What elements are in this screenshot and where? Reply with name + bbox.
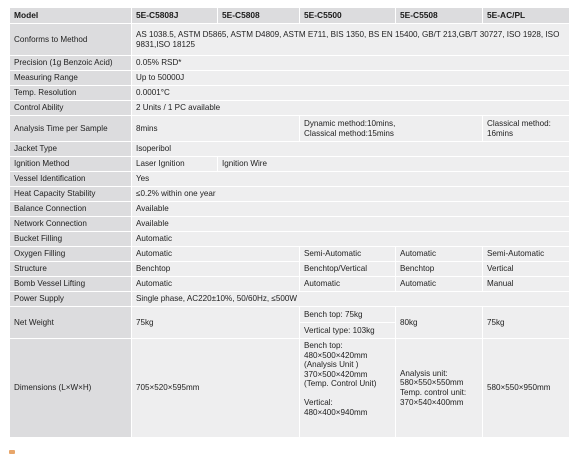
row-bucket xyxy=(10,232,570,247)
row-control xyxy=(10,101,570,116)
row-label: Heat Capacity Stability xyxy=(10,187,132,202)
dim-line: 580×550×550mm xyxy=(400,378,464,388)
row-value: Available xyxy=(132,217,570,232)
cell-c5500: Benchtop/Vertical xyxy=(300,262,396,277)
row-label: Ignition Method xyxy=(10,157,132,172)
row-label: Conforms to Method xyxy=(10,24,132,56)
header-model: Model xyxy=(10,8,132,24)
cell-ac-pl: Manual xyxy=(483,277,570,292)
row-label: Net Weight xyxy=(10,307,132,339)
cell-c5508: Automatic xyxy=(396,247,483,262)
row-value: ≤0.2% within one year xyxy=(132,187,570,202)
row-structure xyxy=(10,262,570,277)
footer-decoration xyxy=(9,441,569,451)
header-5e-ac-pl: 5E-AC/PL xyxy=(483,8,570,24)
row-label: Dimensions (L×W×H) xyxy=(10,339,132,438)
header-row xyxy=(10,8,570,24)
cell-c5508: Benchtop xyxy=(396,262,483,277)
cell-c5808: Automatic xyxy=(132,247,300,262)
dim-gap xyxy=(304,389,391,398)
cell-c5500-c5508 xyxy=(300,116,483,142)
row-value: Yes xyxy=(132,172,570,187)
dim-line: Analysis unit: xyxy=(400,368,448,378)
dim-line: Vertical: xyxy=(304,397,333,407)
row-label: Precision (1g Benzoic Acid) xyxy=(10,56,132,71)
row-label: Bucket Filling xyxy=(10,232,132,247)
cell-ac-pl: 580×550×950mm xyxy=(483,339,570,438)
spec-table xyxy=(9,7,570,438)
row-label: Temp. Resolution xyxy=(10,86,132,101)
row-temp-resolution xyxy=(10,86,570,101)
row-label: Measuring Range xyxy=(10,71,132,86)
cell-c5508 xyxy=(396,339,483,438)
cell-c5808: 75kg xyxy=(132,307,300,339)
weight-split xyxy=(300,307,395,338)
header-5e-c5808j: 5E-C5808J xyxy=(132,8,218,24)
cell-c5808: Benchtop xyxy=(132,262,300,277)
row-value: Single phase, AC220±10%, 50/60Hz, ≤500W xyxy=(132,292,570,307)
cell-c5808: 705×520×595mm xyxy=(132,339,300,438)
cell-c5500: Automatic xyxy=(300,277,396,292)
row-network xyxy=(10,217,570,232)
row-ignition xyxy=(10,157,570,172)
cell-line: Dynamic method:10mins, xyxy=(304,118,396,128)
row-analysis-time xyxy=(10,116,570,142)
row-label: Jacket Type xyxy=(10,142,132,157)
row-precision xyxy=(10,56,570,71)
header-5e-c5808: 5E-C5808 xyxy=(218,8,300,24)
row-label: Balance Connection xyxy=(10,202,132,217)
row-value: 2 Units / 1 PC available xyxy=(132,101,570,116)
dim-line: 370×540×400mm xyxy=(400,397,464,407)
row-label: Vessel Identification xyxy=(10,172,132,187)
cell-line: Classical method:15mins xyxy=(304,128,394,138)
row-conforms xyxy=(10,24,570,56)
row-value: Automatic xyxy=(132,232,570,247)
dim-line: Bench top: xyxy=(304,341,343,350)
row-label: Network Connection xyxy=(10,217,132,232)
dim-line: 480×500×420mm xyxy=(304,350,368,360)
row-value: 0.0001°C xyxy=(132,86,570,101)
cell-line: Classical method: xyxy=(487,118,551,128)
cell-line: 16mins xyxy=(487,128,514,138)
header-5e-c5500: 5E-C5500 xyxy=(300,8,396,24)
cell-c5500 xyxy=(300,307,396,339)
row-oxygen xyxy=(10,247,570,262)
row-balance xyxy=(10,202,570,217)
cell-c5500: Semi-Automatic xyxy=(300,247,396,262)
dim-line: (Analysis Unit ) xyxy=(304,360,359,370)
cell-c5808: 8mins xyxy=(132,116,300,142)
cell-c5508: 80kg xyxy=(396,307,483,339)
cell-others: Ignition Wire xyxy=(218,157,570,172)
row-label: Power Supply xyxy=(10,292,132,307)
dim-line: (Temp. Control Unit) xyxy=(304,379,377,389)
cell-c5808j: Laser Ignition xyxy=(132,157,218,172)
weight-benchtop: Bench top: 75kg xyxy=(300,307,395,323)
row-label: Bomb Vessel Lifting xyxy=(10,277,132,292)
header-5e-c5508: 5E-C5508 xyxy=(396,8,483,24)
row-value: Isoperibol xyxy=(132,142,570,157)
cell-ac-pl xyxy=(483,116,570,142)
row-label: Analysis Time per Sample xyxy=(10,116,132,142)
dim-line: 480×400×940mm xyxy=(304,407,368,417)
row-value: AS 1038.5, ASTM D5865, ASTM D4809, ASTM E711, BIS 1350, BS EN 15400, GB/T 213,GB/T 30727, ISO 1928, ISO 9831,ISO 18125 xyxy=(132,24,570,56)
dim-line: 370×500×420mm xyxy=(304,369,368,379)
row-label: Structure xyxy=(10,262,132,277)
cell-ac-pl: Semi-Automatic xyxy=(483,247,570,262)
cell-c5508: Automatic xyxy=(396,277,483,292)
row-heat-capacity xyxy=(10,187,570,202)
row-value: Available xyxy=(132,202,570,217)
row-label: Control Ability xyxy=(10,101,132,116)
weight-vertical: Vertical type: 103kg xyxy=(300,323,395,339)
cell-c5808: Automatic xyxy=(132,277,300,292)
row-label: Oxygen Filling xyxy=(10,247,132,262)
row-range xyxy=(10,71,570,86)
cell-ac-pl: Vertical xyxy=(483,262,570,277)
cell-c5500 xyxy=(300,339,396,438)
row-power xyxy=(10,292,570,307)
row-value: 0.05% RSD* xyxy=(132,56,570,71)
dim-line: Temp. control unit: xyxy=(400,388,467,397)
row-lifting xyxy=(10,277,570,292)
row-value: Up to 50000J xyxy=(132,71,570,86)
row-dimensions xyxy=(10,339,570,438)
row-net-weight xyxy=(10,307,570,339)
cell-ac-pl: 75kg xyxy=(483,307,570,339)
row-vessel-id xyxy=(10,172,570,187)
row-jacket xyxy=(10,142,570,157)
